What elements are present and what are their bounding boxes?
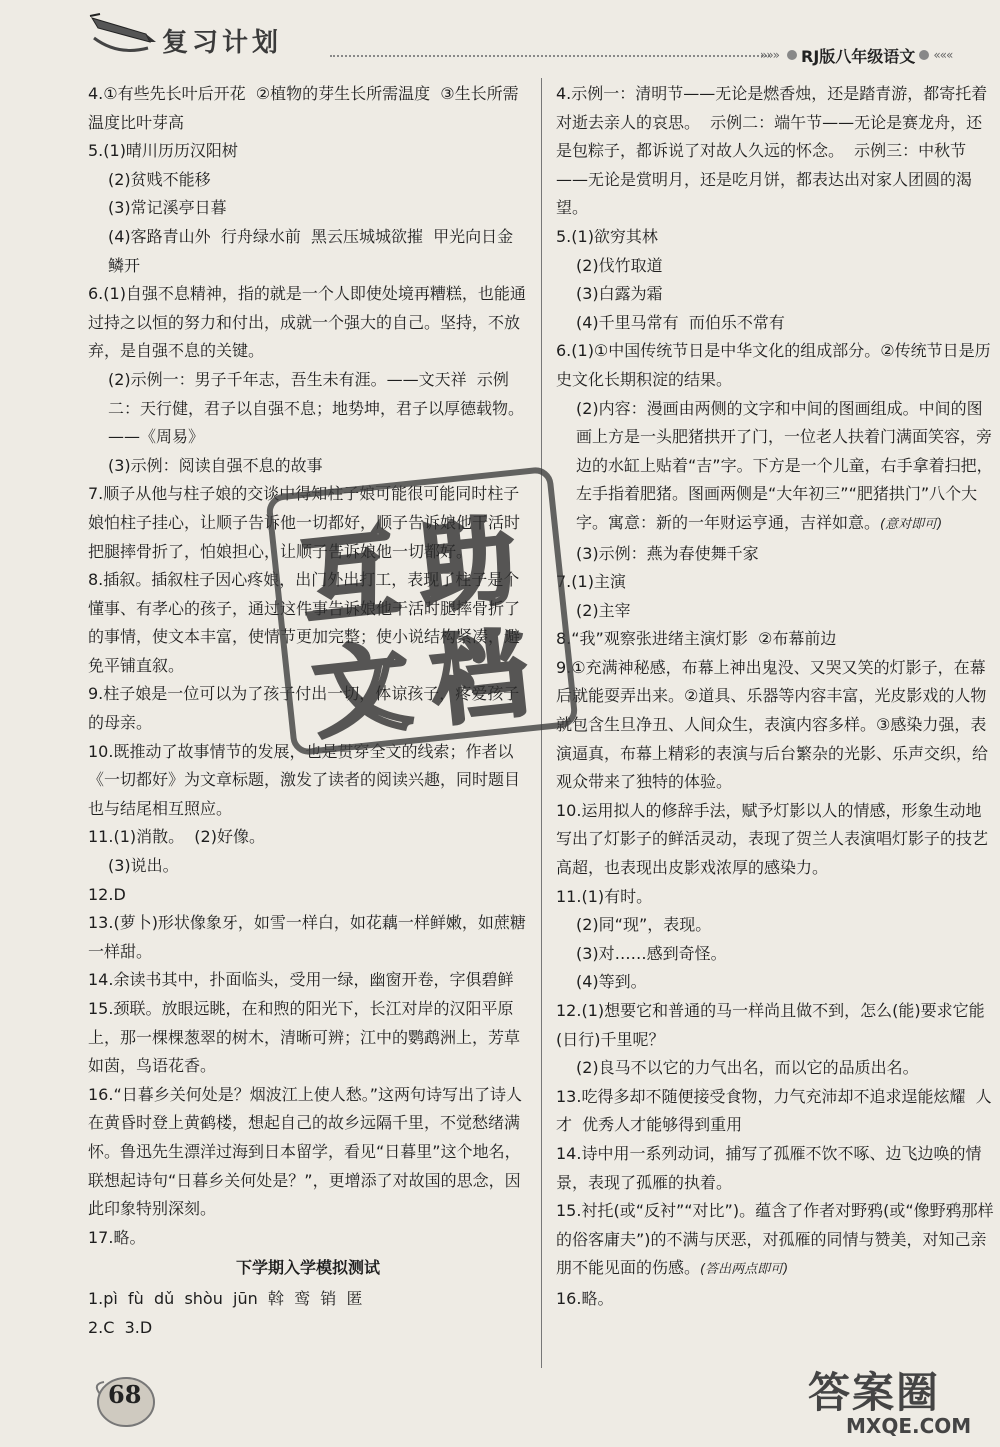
- answer-item: [556, 997, 996, 1054]
- answer-item: [556, 625, 996, 654]
- answer-item: [556, 337, 996, 394]
- answer-text: 5.(1)晴川历历汉阳树: [88, 141, 238, 161]
- answer-item: [88, 80, 528, 137]
- answer-item: [556, 911, 996, 940]
- answer-item: [88, 166, 528, 195]
- answer-text: (3)对……感到奇怪。: [576, 943, 727, 963]
- answer-text: (2)内容：漫画由两侧的文字和中间的图画组成。中间的图画上方是一头肥猪拱开了门，一位老人扶着门满面笑容，旁边的水缸上贴着“吉”字。下方是一个儿童，右手拿着扫把，左手指着肥猪。图画两侧是“大年初三”“肥猪拱门”八个大字。寓意：新的一年财运亨通，吉祥如意。: [576, 398, 993, 532]
- answer-text: (2)良马不以它的力气出名，而以它的品质出名。: [576, 1058, 919, 1078]
- answer-item: [88, 966, 528, 995]
- answer-text: 8.“我”观察张进绪主演灯影 ②布幕前边: [556, 629, 837, 649]
- answer-text: 13.(萝卜)形状像象牙，如雪一样白，如花藕一样鲜嫩，如蔗糖一样甜。: [88, 913, 526, 961]
- answer-text: 10.运用拟人的修辞手法，赋予灯影以人的情感，形象生动地写出了灯影子的鲜活灵动，表现了贺兰人表演唱灯影子的技艺高超，也表现出皮影戏浓厚的感染力。: [556, 800, 989, 878]
- answer-item: [88, 823, 528, 852]
- dot-icon: [787, 50, 797, 60]
- answer-text: 16.“日暮乡关何处是？烟波江上使人愁。”这两句诗写出了诗人在黄昏时登上黄鹤楼，想起自己的故乡远隔千里，不觉愁绪满怀。鲁迅先生漂洋过海到日本留学，看见“日暮里”这个地名，联想起诗句“日暮乡关何处是？”，更增添了对故国的思念，因此印象特别深刻。: [88, 1084, 523, 1219]
- page-header: [0, 0, 1000, 72]
- answer-text: (4)千里马常有 而伯乐不常有: [576, 312, 785, 332]
- pencil-icon: [88, 12, 158, 56]
- right-column: [556, 80, 996, 1314]
- answer-text: (2)同“现”，表现。: [576, 915, 712, 935]
- answer-text: 9.柱子娘是一位可以为了孩子付出一切，体谅孩子，疼爱孩子的母亲。: [88, 684, 520, 733]
- stamp-char: 互: [296, 515, 404, 639]
- stamp-seal: [265, 466, 579, 757]
- answer-text: (2)主宰: [576, 600, 631, 620]
- answer-text: 7.顺子从他与柱子娘的交谈中得知柱子娘可能很可能同时柱子娘怕柱子挂心，让顺子告诉他一切都好，顺子告诉娘他干活时把腿摔骨折了，怕娘担心，让顺子告诉娘他一切都好。: [88, 484, 521, 561]
- answer-text: 11.(1)消散。 (2)好像。: [88, 827, 265, 847]
- answer-item: [556, 1140, 996, 1197]
- answer-item: [556, 309, 996, 338]
- answer-text: (3)常记溪亭日暮: [108, 198, 227, 218]
- answer-item: [88, 1285, 528, 1314]
- answer-text: (3)白露为霜: [576, 284, 663, 304]
- answer-item: [556, 252, 996, 281]
- answer-text: 14.余读书其中，扑面临头，受用一绿，幽窗开卷，字俱碧鲜: [88, 970, 514, 990]
- answer-text: 17.略。: [88, 1227, 146, 1247]
- answer-item: [556, 1197, 996, 1285]
- answer-text: (3)示例：燕为春使舞千家: [576, 543, 759, 563]
- arrows-right-icon: «««: [933, 48, 953, 62]
- answer-item: [88, 852, 528, 881]
- answer-item: [88, 366, 528, 452]
- answer-item: [88, 995, 528, 1081]
- stamp-char: 档: [425, 616, 533, 740]
- answer-item: [556, 968, 996, 997]
- answer-item: [556, 654, 996, 797]
- answer-item: [88, 280, 528, 366]
- answer-text: 14.诗中用一系列动词，捕写了孤雁不饮不啄、边飞边唤的情景，表现了孤雁的执着。: [556, 1143, 982, 1192]
- answer-note: (意对即可): [880, 516, 943, 532]
- answer-text: 8.插叙。插叙柱子因心疼娘，出门外出打工，表现了柱子是个懂事、有孝心的孩子，通过这件事告诉娘他干活时腿摔骨折了的事情，使文本丰富，使情节更加完整；使小说结构紧凑，避免平铺直叙。: [88, 570, 521, 675]
- arrows-left-icon: »»»: [760, 48, 780, 62]
- answer-item: [556, 1083, 996, 1140]
- answer-text: 12.(1)想要它和普通的马一样尚且做不到，怎么(能)要求它能(日行)千里呢？: [556, 1001, 985, 1049]
- answer-item: [556, 1285, 996, 1314]
- watermark-url: MXQE.COM: [846, 1414, 972, 1438]
- answer-text: (3)示例：阅读自强不息的故事: [108, 455, 323, 475]
- answer-text: 6.(1)自强不息精神，指的就是一个人即使处境再糟糕，也能通过持之以恒的努力和付出，成就一个强大的自己。坚持，不放弃，是自强不息的关键。: [88, 284, 526, 361]
- answer-text: 15.衬托(或“反衬”“对比”)。蕴含了作者对野鸦(或“像野鸦那样的俗客庸夫”)的不满与厌恶，对孤雁的同情与赞美，对知己亲朋不能见面的伤感。: [556, 1201, 994, 1278]
- answer-text: (4)等到。: [576, 972, 647, 992]
- page-number: 68: [108, 1380, 142, 1409]
- answer-text: 9.①充满神秘感，布幕上神出鬼没、又哭又笑的灯影子，在幕后就能耍弄出来。②道具、乐器等内容丰富，光皮影戏的人物就包含生旦净丑、人间众生，表演内容多样。③感染力强，表演逼真，布幕上精彩的表演与后台繁杂的光影、乐声交织，给观众带来了独特的体验。: [556, 657, 989, 792]
- watermark-title: 答案圈: [808, 1368, 941, 1417]
- answer-item: [88, 137, 528, 166]
- answer-item: [556, 1054, 996, 1083]
- answer-item: [88, 1081, 528, 1224]
- answer-text: 4.①有些先长叶后开花 ②植物的芽生长所需温度 ③生长所需温度比叶芽高: [88, 84, 519, 132]
- answer-text: (2)示例一：男子千年志，吾生未有涯。——文天祥 示例二：天行健，君子以自强不息；地势坤，君子以厚德载物。——《周易》: [108, 369, 525, 447]
- answer-item: [556, 797, 996, 883]
- answer-item: [556, 540, 996, 569]
- answer-text: (3)说出。: [108, 856, 179, 876]
- answer-item: [88, 1224, 528, 1253]
- dot-icon: [919, 50, 929, 60]
- answer-text: 12.D: [88, 884, 126, 904]
- answer-item: [556, 395, 996, 540]
- answer-text: 4.示例一：清明节——无论是燃香烛，还是踏青游，都寄托着对逝去亲人的哀思。 示例二：端午节——无论是赛龙舟，还是包粽子，都诉说了对故人久远的怀念。 示例三：中秋节——无论是赏明月，还是吃月饼，都表达出对家人团圆的渴望。: [556, 84, 988, 218]
- answer-item: [556, 80, 996, 223]
- header-rule: [330, 55, 770, 57]
- header-title: 复习计划: [162, 28, 283, 58]
- answer-text: 13.吃得多却不随便接受食物，力气充沛却不追求逞能炫耀 人才 优秀人才能够得到重用: [556, 1086, 992, 1135]
- answer-item: [556, 280, 996, 309]
- header-edition-label: [760, 44, 956, 66]
- section-title: 下学期入学模拟测试: [235, 1258, 380, 1278]
- watermark-logo: [808, 1360, 988, 1444]
- answer-text: 6.(1)①中国传统节日是中华文化的组成部分。②传统节日是历史文化长期积淀的结果。: [556, 341, 991, 389]
- answer-text: 15.颈联。放眼远眺，在和煦的阳光下，长江对岸的汉阳平原上，那一棵棵葱翠的树木，清晰可辨；江中的鹦鹉洲上，芳草如茵，鸟语花香。: [88, 999, 521, 1076]
- answer-note: (答出两点即可): [700, 1262, 789, 1278]
- answer-text: 5.(1)欲穷其林: [556, 226, 658, 246]
- answer-item: [556, 223, 996, 252]
- answer-item: [556, 597, 996, 626]
- answer-item: [88, 881, 528, 910]
- answer-text: (2)伐竹取道: [576, 255, 663, 275]
- answer-item: [88, 223, 528, 280]
- edition-text: RJ版八年级语文: [801, 46, 916, 66]
- stamp-char: 文: [308, 629, 416, 752]
- answer-text: (2)贫贱不能移: [108, 169, 211, 189]
- answer-item: [88, 1314, 528, 1343]
- answer-text: (4)客路青山外 行舟绿水前 黑云压城城欲摧 甲光向日金鳞开: [108, 226, 514, 275]
- answer-text: 16.略。: [556, 1288, 614, 1308]
- answer-text: 1.pì fù dǔ shòu jūn 斡 鸾 销 匿: [88, 1288, 363, 1308]
- answer-item: [88, 909, 528, 966]
- page-number-badge: [90, 1364, 160, 1434]
- answer-item: [556, 568, 996, 597]
- answer-text: 7.(1)主演: [556, 572, 626, 592]
- answer-item: [556, 883, 996, 912]
- answer-item: [88, 194, 528, 223]
- answer-item: [556, 940, 996, 969]
- answer-text: 10.既推动了故事情节的发展，也是贯穿全文的线索；作者以《一切都好》为文章标题，激发了读者的阅读兴趣，同时题目也与结尾相互照应。: [88, 741, 521, 818]
- answer-text: 11.(1)有时。: [556, 886, 653, 906]
- answer-text: 2.C 3.D: [88, 1317, 153, 1337]
- stamp-char: 助: [413, 503, 522, 626]
